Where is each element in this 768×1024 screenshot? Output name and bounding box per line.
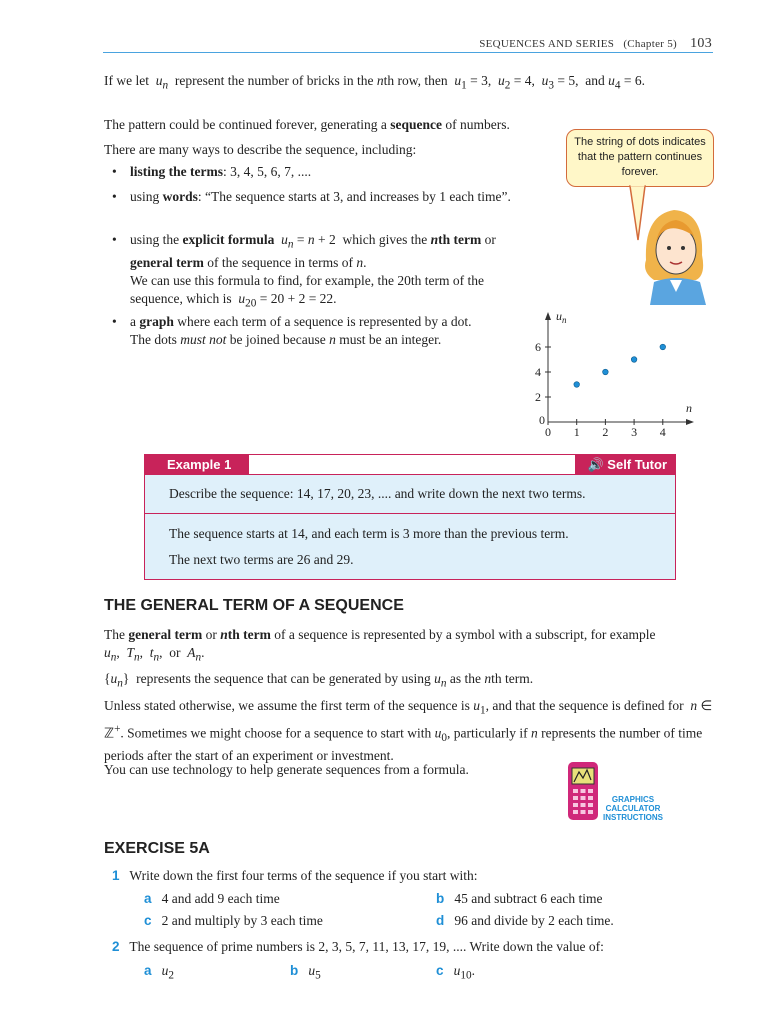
header-chapter: (Chapter 5) [623, 38, 678, 50]
question-1b: b 45 and subtract 6 each time [436, 891, 603, 906]
intro-paragraph-1: If we let $u_n$ represent the number of bricks in the nth row, then $u_1 = 3$, $u_2 = 4$, $u_3 = 5$, and $u_4 = 6$. [104, 73, 646, 92]
x-tick-label: 0 [545, 425, 551, 439]
question-2b: b $u_5$ [290, 963, 321, 982]
y-tick-label: 4 [535, 365, 541, 379]
bullet-graph: • a graph where each term of a sequence is represented by a dot. The dots must not be joined because n must be an integer. [112, 314, 472, 347]
speech-bubble: The string of dots indicates that the pattern continues forever. [566, 129, 714, 187]
origin-label: 0 [539, 413, 545, 427]
x-tick-label: 1 [573, 425, 580, 439]
example-question: Describe the sequence: 14, 17, 20, 23, .... and write down the next two terms. [145, 475, 675, 514]
example-answer: The sequence starts at 14, and each term is 3 more than the previous term. The next two terms are 26 and 29. [145, 514, 675, 579]
question-1c: c 2 and multiply by 3 each time [144, 913, 323, 928]
x-tick-label: 4 [659, 425, 666, 439]
general-paragraph-2: $\{u_n\}$ represents the sequence that can be generated by using $u_n$ as the nth term. [104, 671, 534, 690]
question-1d: d 96 and divide by 2 each time. [436, 913, 614, 928]
question-2: 2 The sequence of prime numbers is 2, 3, 5, 7, 11, 13, 17, 19, .... Write down the value of: [112, 939, 604, 954]
y-tick-label: 6 [535, 340, 541, 354]
question-1a: a 4 and add 9 each time [144, 891, 280, 906]
bullet-words: • using words: “The sequence starts at 3, and increases by 1 each time”. [112, 189, 511, 204]
question-2a: a $u_2$ [144, 963, 175, 982]
page-number: 103 [690, 36, 712, 51]
calculator-instructions-link[interactable]: GRAPHICS CALCULATOR INSTRUCTIONS [603, 795, 663, 822]
self-tutor-button[interactable]: 🔊 Self Tutor [575, 455, 675, 475]
section-heading: THE GENERAL TERM OF A SEQUENCE [104, 597, 404, 614]
header-rule [103, 52, 713, 53]
data-point [603, 369, 609, 375]
exercise-heading: EXERCISE 5A [104, 840, 210, 857]
header-title: SEQUENCES AND SERIES [479, 38, 615, 50]
x-axis-label: n [686, 401, 692, 415]
running-header [479, 36, 712, 52]
data-point [574, 382, 580, 388]
general-paragraph-3: Unless stated otherwise, we assume the first term of the sequence is $u_1$, and that the sequence is defined for n ∈ ℤ+. Sometimes we might choose for a sequence to start with $u_0$, particularly if n represents the number of time periods after the start of an experiment or investment. [104, 698, 713, 763]
bullet-formula: • using the explicit formula $u_n = n + 2$ which gives the nth term or general term of the sequence in terms of n. We can use this formula to find, for example, the 20th term of the sequence, which is $u_{20} = 20 + 2 = 22$. [112, 232, 496, 310]
question-2c: c $u_{10}$. [436, 963, 476, 982]
data-point [660, 344, 666, 350]
question-1: 1 Write down the first four terms of the sequence if you start with: [112, 868, 478, 883]
x-axis-arrow [686, 419, 694, 425]
bullet-listing: • listing the terms: 3, 4, 5, 6, 7, .... [112, 164, 312, 179]
data-point [631, 357, 637, 363]
y-tick-label: 2 [535, 390, 541, 404]
example-label: Example 1 [145, 455, 249, 475]
graphics-calculator-icon[interactable] [565, 760, 601, 822]
intro-paragraph-2: The pattern could be continued forever, generating a sequence of numbers. [104, 117, 510, 132]
y-axis-arrow [545, 312, 551, 320]
intro-paragraph-3: There are many ways to describe the sequence, including: [104, 142, 417, 157]
general-paragraph-1: The general term or nth term of a sequence is represented by a symbol with a subscript, for example $u_n$, $T_n$, $t_n$, or $A_n$. [104, 627, 656, 664]
speaker-icon: 🔊 [587, 457, 604, 472]
general-paragraph-4: You can use technology to help generate sequences from a formula. [104, 762, 469, 777]
x-tick-label: 3 [631, 425, 638, 439]
sequence-scatter-chart [520, 310, 700, 445]
y-axis-label: $u_n$ [556, 310, 567, 325]
teacher-cartoon-image [636, 200, 716, 305]
x-tick-label: 2 [602, 425, 609, 439]
example-box [144, 454, 676, 580]
